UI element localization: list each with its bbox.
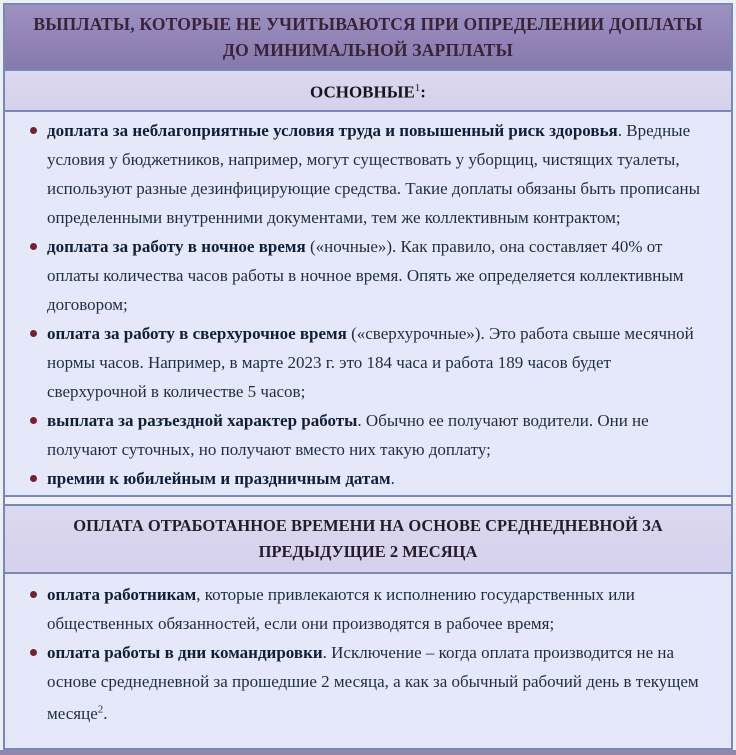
item-rest-text: . Исключение – когда оплата производится не на основе среднедневной за прошедшие 2 месяца, а как за обычный рабочий день в текущем месяце: [47, 642, 699, 724]
item-bold-lead: выплата за разъездной характер работы: [47, 410, 358, 430]
footnote-mark-2: 2: [97, 703, 104, 716]
list-item: [25, 232, 707, 319]
average-pay-list-block: [5, 574, 731, 748]
item-text: [47, 643, 699, 724]
item-rest-text: . Обычно ее получают водители. Они не получают суточных, но получают вместо них такую доплату;: [47, 410, 649, 459]
item-tail-text: .: [103, 704, 108, 724]
item-rest-text: . Вредные условия у бюджетников, например, могут существовать у уборщиц, чистящих туалеты, используют разные дезинфицирующие средства. Такие доплаты обязаны быть прописаны определенными внутренними документами, тем же коллективным контрактом;: [47, 120, 701, 227]
average-pay-list: [25, 580, 707, 729]
bullet-icon: [30, 649, 37, 656]
item-rest-text: .: [390, 468, 395, 488]
payments-table: [3, 3, 733, 750]
item-bold-lead: оплата за работу в сверхурочное время: [47, 323, 347, 343]
section-gap-divider: [5, 497, 731, 506]
main-title-text: ВЫПЛАТЫ, КОТОРЫЕ НЕ УЧИТЫВАЮТСЯ ПРИ ОПРЕДЕЛЕНИИ ДОПЛАТЫ ДО МИНИМАЛЬНОЙ ЗАРПЛАТЫ: [33, 14, 703, 60]
footnote-mark-1: 1: [414, 82, 421, 94]
item-text: [47, 411, 649, 459]
section-header-average-pay-label: ОПЛАТА ОТРАБОТАННОЕ ВРЕМЕНИ НА ОСНОВЕ СРЕДНЕДНЕВНОЙ ЗА ПРЕДЫДУЩИЕ 2 МЕСЯЦА: [73, 515, 663, 561]
item-rest-text: («сверхурочные»). Это работа свыше месячной нормы часов. Например, в марте 2023 г. это 184 часа и работа 189 часов будет сверхурочной в количестве 5 часов;: [47, 323, 694, 401]
bullet-icon: [30, 127, 37, 134]
list-item: [25, 580, 707, 638]
item-rest-text: , которые привлекаются к исполнению государственных или общественных обязанностей, если они производятся в рабочее время;: [47, 584, 635, 633]
section-header-average-pay: [5, 506, 731, 574]
bullet-icon: [30, 243, 37, 250]
item-text: [47, 469, 395, 488]
item-bold-lead: оплата работникам: [47, 584, 197, 604]
section-header-basic: [5, 71, 731, 112]
basic-payments-list: [25, 116, 707, 493]
basic-payments-list-block: [5, 112, 731, 497]
item-text: [47, 121, 700, 227]
item-bold-lead: премии к юбилейным и праздничным датам: [47, 468, 391, 488]
next-section-edge: [0, 750, 736, 755]
item-text: [47, 324, 694, 401]
bullet-icon: [30, 330, 37, 337]
list-item: [25, 406, 707, 464]
list-item: [25, 319, 707, 406]
bullet-icon: [30, 475, 37, 482]
item-rest-text: («ночные»). Как правило, она составляет 40% от оплаты количества часов работы в ночное время. Опять же определяется коллективным договором;: [47, 236, 684, 314]
list-item: [25, 464, 707, 493]
item-bold-lead: доплата за неблагоприятные условия труда и повышенный риск здоровья: [47, 120, 618, 140]
list-item: [25, 116, 707, 232]
section-header-basic-colon: :: [420, 82, 426, 102]
bullet-icon: [30, 417, 37, 424]
list-item: [25, 638, 707, 729]
item-text: [47, 585, 635, 633]
main-title-header: [5, 5, 731, 71]
bullet-icon: [30, 591, 37, 598]
item-bold-lead: оплата работы в дни командировки: [47, 642, 323, 662]
section-header-basic-label: ОСНОВНЫЕ: [310, 82, 415, 102]
item-text: [47, 237, 684, 314]
item-bold-lead: доплата за работу в ночное время: [47, 236, 306, 256]
